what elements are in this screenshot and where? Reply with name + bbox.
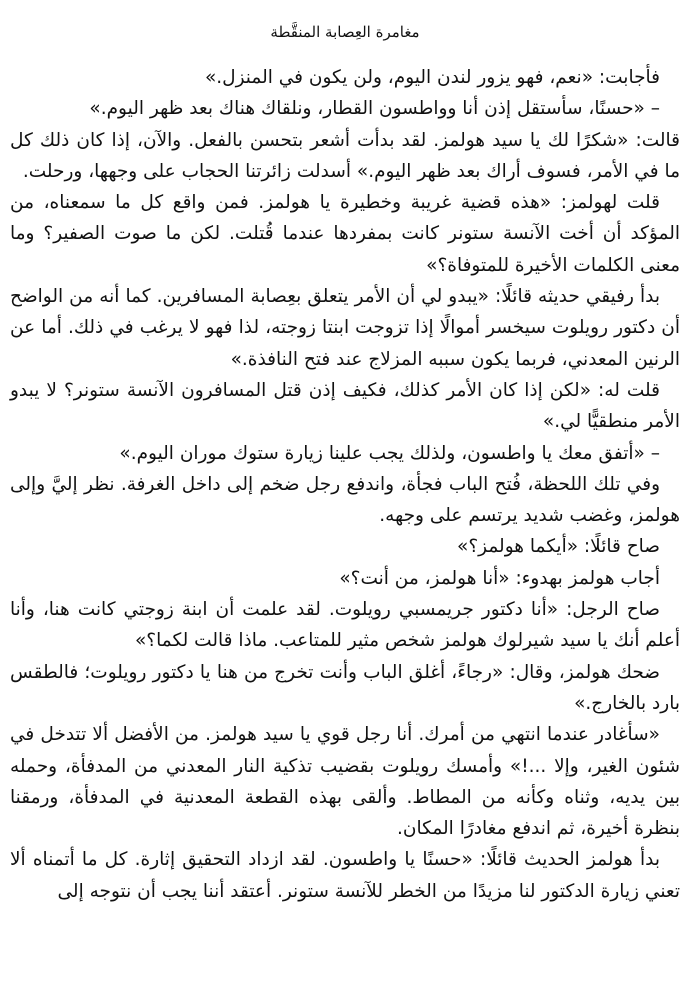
paragraph: صاح قائلًا: «أيكما هولمز؟»: [457, 536, 660, 558]
paragraph: «سأغادر عندما انتهي من أمرك. أنا رجل قوي يا سيد هولمز. من الأفضل ألا تتدخل في شئون الغير، وإلا ...!» وأمسك رويلوت بقضيب تذكية النار المعدني من المدفأة، وحمله بين يديه، وثناه وكأنه من المطاط. وألقى بهذه القطعة المعدنية في المدفأة، ورمقنا بنظرة أخيرة، ثم اندفع مغادرًا المكان.: [10, 724, 680, 840]
paragraph: بدأ هولمز الحديث قائلًا: «حسنًا يا واطسون. لقد ازداد التحقيق إثارة. كل ما أتمناه ألا تعني زيارة الدكتور لنا مزيدًا من الخطر للآنسة ستونر. أعتقد أننا يجب أن نتوجه إلى: [10, 849, 680, 902]
paragraph: بدأ رفيقي حديثه قائلًا: «يبدو لي أن الأمر يتعلق بعِصابة المسافرين. كما أنه من الواضح أن دكتور رويلوت سيخسر أموالًا إذا تزوجت ابنتا زوجته، لذا فهو لا يرغب في ذلك. أما عن الرنين المعدني، فربما يكون سببه المزلاج عند فتح النافذة.»: [10, 286, 680, 370]
paragraph: أجاب هولمز بهدوء: «أنا هولمز، من أنت؟»: [339, 567, 660, 589]
paragraph: قلت لهولمز: «هذه قضية غريبة وخطيرة يا هولمز. فمن واقع كل ما سمعناه، من المؤكد أن أخت الآنسة ستونر كانت بمفردها عندما قُتلت. لكن ما صوت الصفير؟ وما معنى الكلمات الأخيرة للمتوفاة؟»: [10, 192, 680, 276]
paragraph: – «حسنًا، سأستقل إذن أنا وواطسون القطار، ونلقاك هناك بعد ظهر اليوم.»: [89, 98, 660, 120]
paragraph: وفي تلك اللحظة، فُتح الباب فجأة، واندفع رجل ضخم إلى داخل الغرفة. نظر إليَّ وإلى هولمز، وغضب شديد يرتسم على وجهه.: [10, 473, 680, 527]
paragraph: ضحك هولمز، وقال: «رجاءً، أغلق الباب وأنت تخرج من هنا يا دكتور رويلوت؛ فالطقس بارد بالخارج.»: [10, 661, 680, 714]
paragraph: – «أتفق معك يا واطسون، ولذلك يجب علينا زيارة ستوك موران اليوم.»: [119, 442, 660, 464]
running-head: مغامرة العِصابة المنقَّطة: [270, 23, 420, 41]
paragraph: قلت له: «لكن إذا كان الأمر كذلك، فكيف إذن قتل المسافرون الآنسة ستونر؟ لا يبدو الأمر منطقيًّا لي.»: [10, 379, 680, 433]
paragraph: فأجابت: «نعم، فهو يزور لندن اليوم، ولن يكون في المنزل.»: [204, 67, 660, 88]
body-text: [10, 62, 680, 907]
paragraph: صاح الرجل: «أنا دكتور جريمسبي رويلوت. لقد علمت أن ابنة زوجتي كانت هنا، وأنا أعلم أنك يا سيد شيرلوك هولمز شخص مثير للمتاعب. ماذا قالت لكما؟»: [10, 599, 680, 652]
paragraph: قالت: «شكرًا لك يا سيد هولمز. لقد بدأت أشعر بتحسن بالفعل. والآن، إذا كان ذلك كل ما في الأمر، فسوف أراك بعد ظهر اليوم.» أسدلت زائرتنا الحجاب على وجهها، ورحلت.: [10, 129, 680, 182]
